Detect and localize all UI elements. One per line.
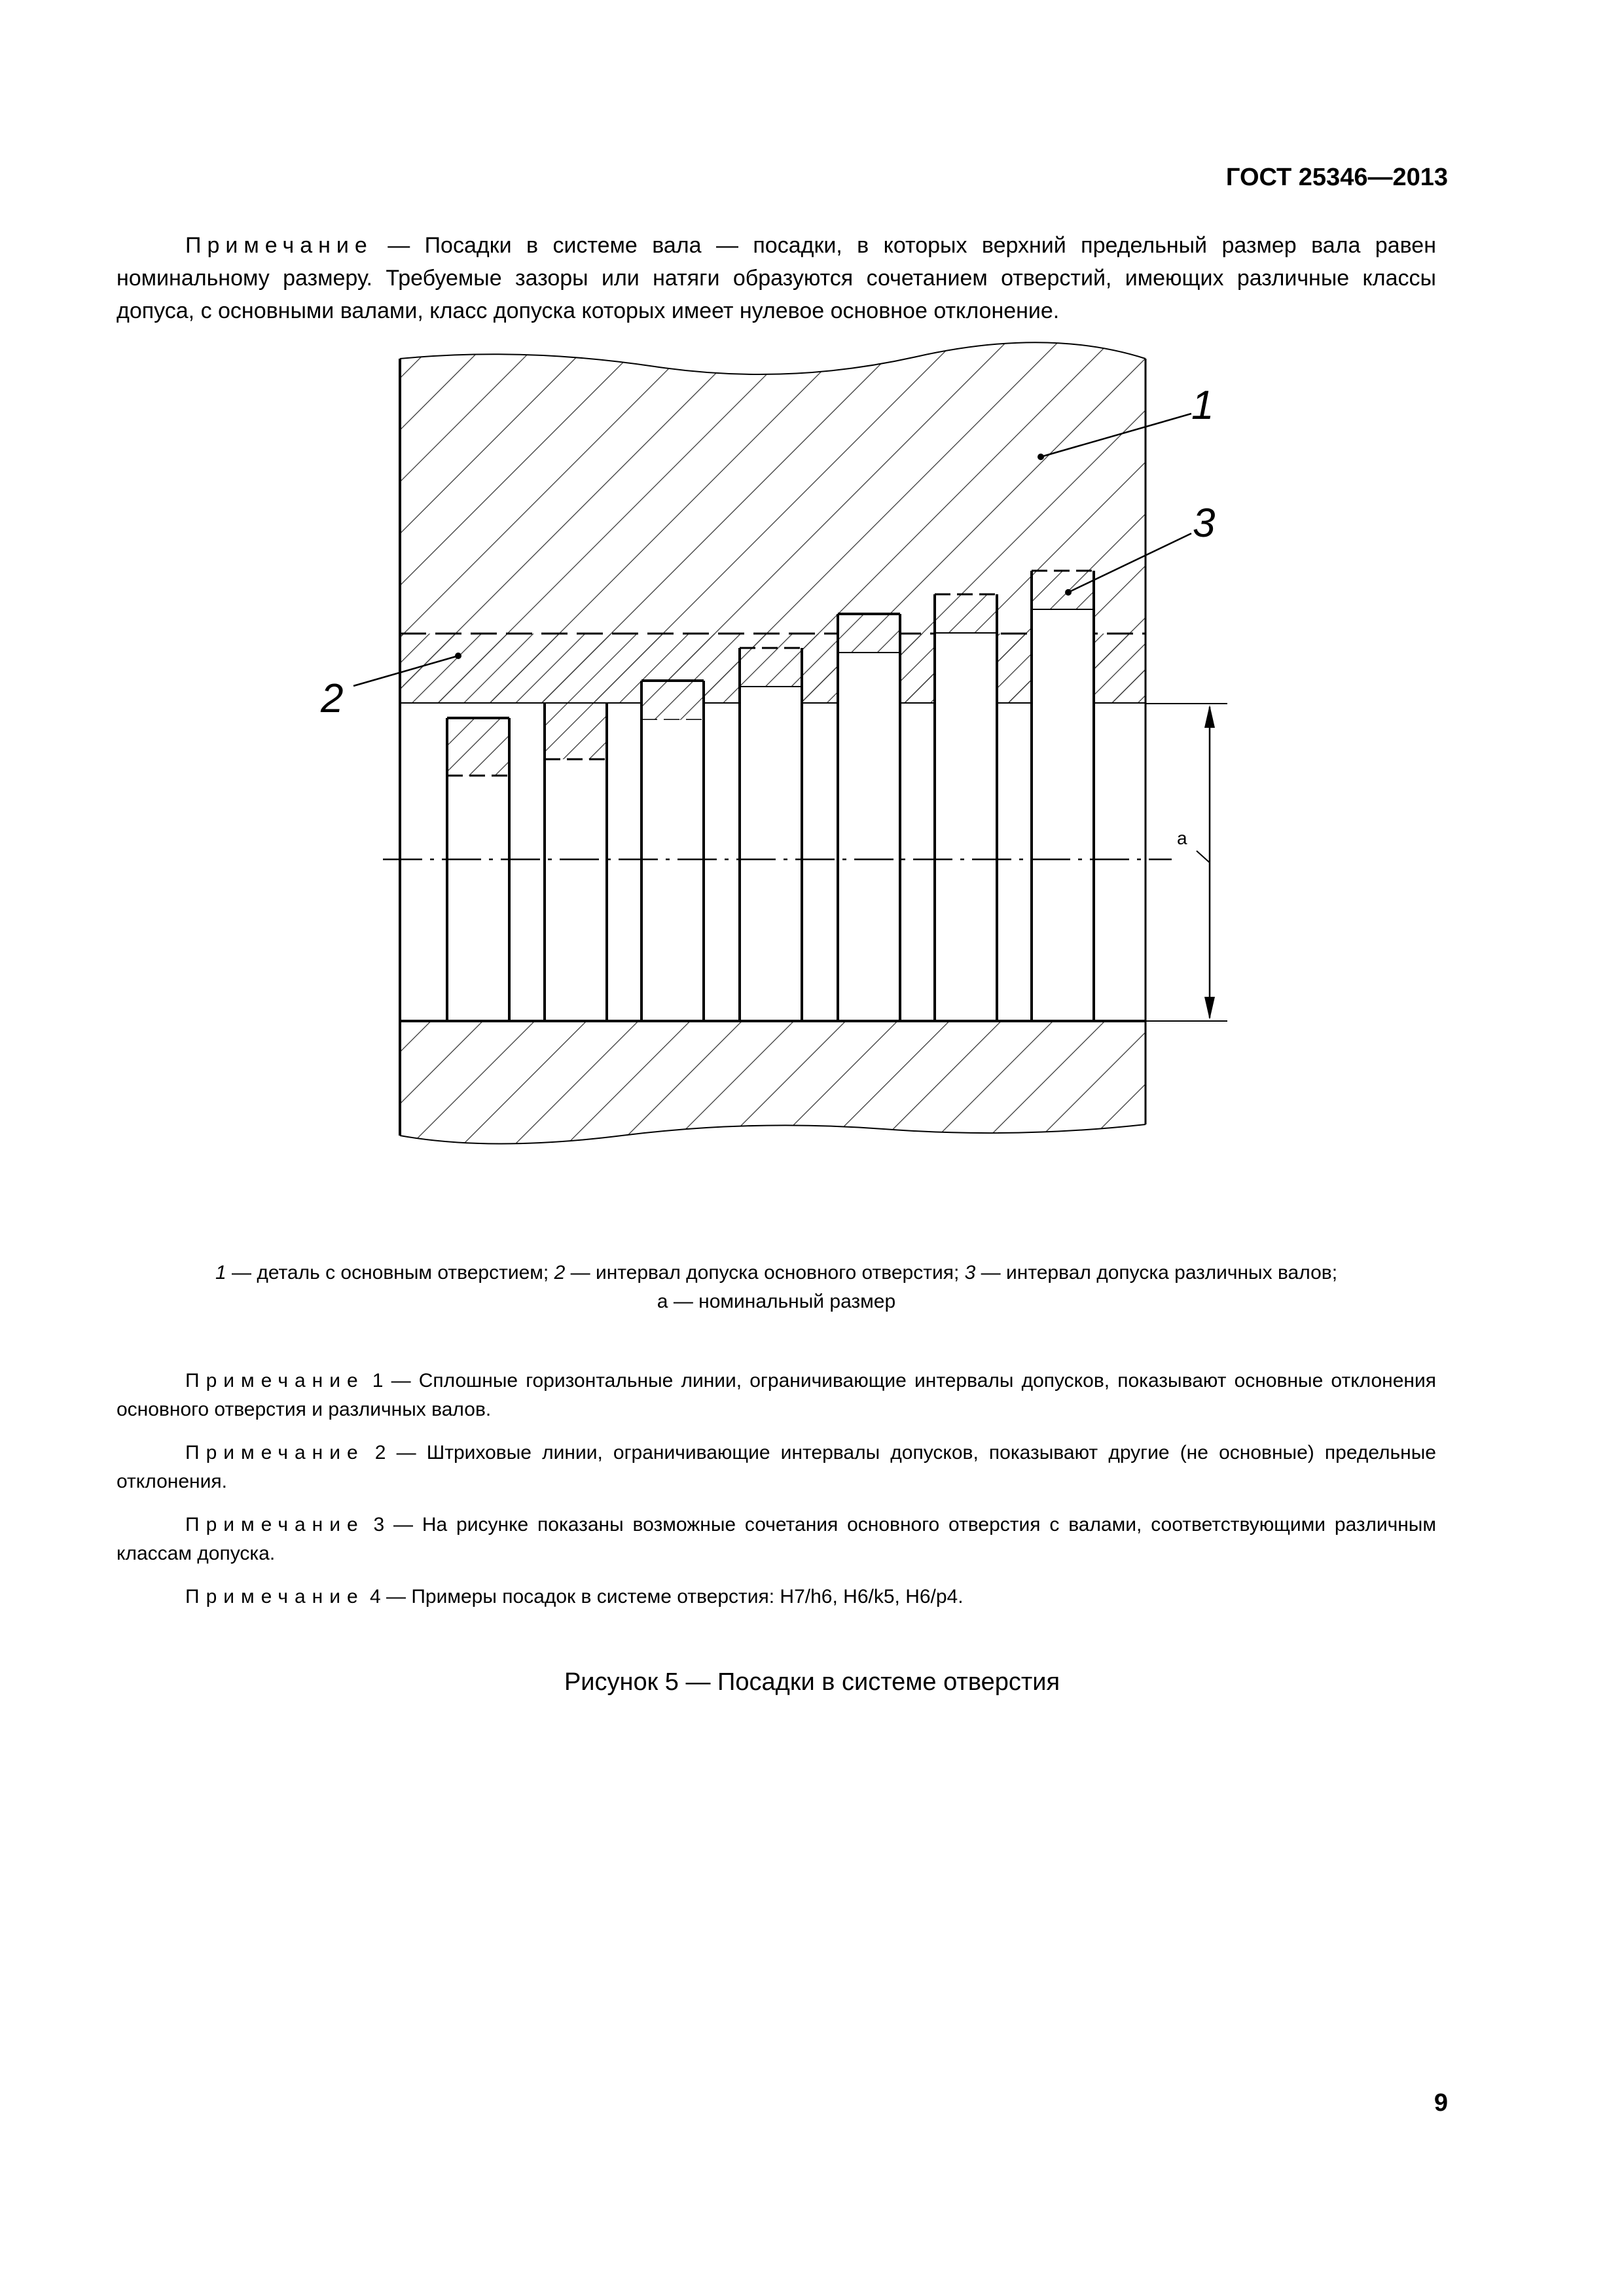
note-1-label: Примечание bbox=[185, 1370, 365, 1391]
shaft-5 bbox=[838, 614, 900, 1021]
top-note-label: Примечание bbox=[185, 233, 373, 258]
legend-line-1 bbox=[117, 1259, 1436, 1287]
figure-notes bbox=[117, 1367, 1436, 1626]
note-2-number: 2 bbox=[364, 1442, 386, 1463]
legend-text-3: — интервал допуска различных валов; bbox=[975, 1262, 1338, 1283]
label-2: 2 bbox=[321, 676, 344, 721]
legend-num-1: 1 bbox=[215, 1262, 226, 1283]
legend-text-2: — интервал допуска основного отверстия; bbox=[565, 1262, 965, 1283]
dimension-arrow-bottom bbox=[1204, 997, 1215, 1020]
note-2 bbox=[117, 1439, 1436, 1496]
shaft-4 bbox=[740, 648, 802, 1021]
label-1: 1 bbox=[1191, 383, 1214, 428]
note-4-text: — Примеры посадок в системе отверстия: H7/h6, H6/k5, H6/p4. bbox=[380, 1586, 964, 1607]
label-3: 3 bbox=[1193, 501, 1216, 546]
note-4-number: 4 bbox=[364, 1586, 381, 1607]
document-standard-number: ГОСТ 25346—2013 bbox=[1225, 164, 1448, 191]
page-number: 9 bbox=[1434, 2089, 1448, 2117]
note-3 bbox=[117, 1511, 1436, 1568]
note-3-text: — На рисунке показаны возможные сочетания основного отверстия с валами, соответствующими различным классам допуска. bbox=[117, 1514, 1436, 1564]
note-3-number: 3 bbox=[364, 1514, 385, 1535]
note-2-label: Примечание bbox=[185, 1442, 365, 1463]
note-4 bbox=[117, 1583, 1436, 1611]
legend-num-2: 2 bbox=[554, 1262, 566, 1283]
legend-line-2: а — номинальный размер bbox=[657, 1291, 896, 1312]
figure-legend bbox=[117, 1259, 1436, 1316]
dimension-arrow-top bbox=[1204, 705, 1215, 728]
note-1 bbox=[117, 1367, 1436, 1424]
top-note-text: — Посадки в системе вала — посадки, в которых верхний предельный размер вала равен номинальному размеру. Требуемые зазоры или натяги образуются сочетанием отверстий, имеющих различные классы допуса, с основными валами, класс допуска которых имеет нулевое основное отклонение. bbox=[117, 233, 1436, 323]
dimension-leader-a bbox=[1197, 851, 1210, 863]
note-3-label: Примечание bbox=[185, 1514, 365, 1535]
legend-text-1: — деталь с основным отверстием; bbox=[226, 1262, 554, 1283]
figure-caption: Рисунок 5 — Посадки в системе отверстия bbox=[564, 1668, 1060, 1696]
shaft-6 bbox=[935, 594, 997, 1021]
shaft-3 bbox=[641, 681, 704, 1021]
shaft-7 bbox=[1032, 571, 1094, 1021]
note-4-label: Примечание bbox=[185, 1586, 365, 1607]
note-1-number: 1 bbox=[364, 1370, 384, 1391]
note-2-text: — Штриховые линии, ограничивающие интервалы допусков, показывают другие (не основные) предельные отклонения. bbox=[117, 1442, 1436, 1492]
legend-num-3: 3 bbox=[964, 1262, 976, 1283]
label-a: a bbox=[1177, 828, 1187, 848]
note-1-text: — Сплошные горизонтальные линии, ограничивающие интервалы допусков, показывают основные отклонения основного отверстия и различных валов. bbox=[117, 1370, 1437, 1420]
